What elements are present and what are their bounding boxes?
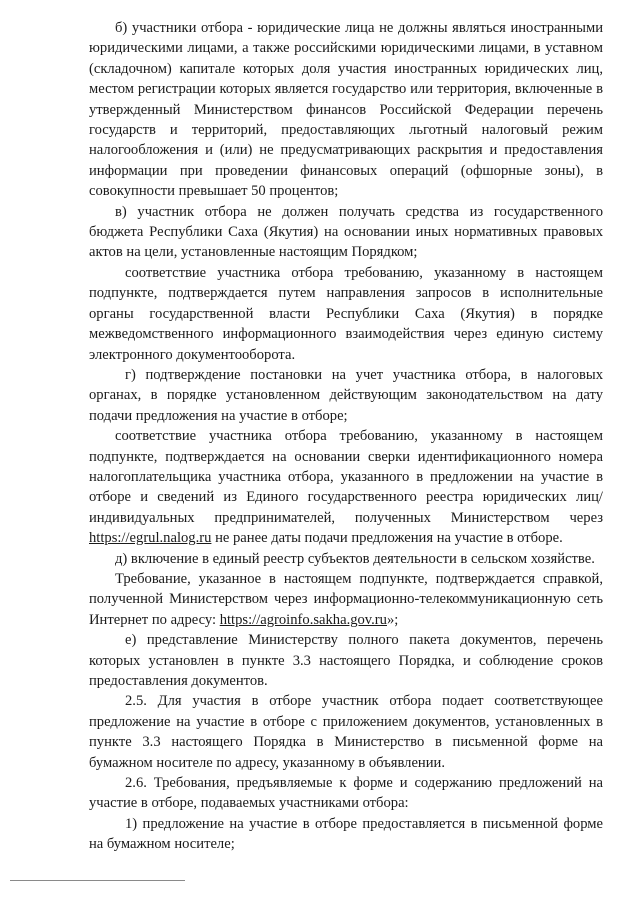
paragraph-item-b: б) участники отбора - юридические лица не должны являться иностранными юридическими лицами, а также российскими юридическими лицами, в уставном (складочном) капитале которых доля участия иностранных юридических лиц, местом регистрации которых является государство или территория, включенные в утвержденный Министерством финансов Российской Федерации перечень государств и территорий, предоставляющих льготный налоговый режим налогообложения и (или) не предусматривающих раскрытия и предоставления информации при проведении финансовых операций (офшорные зоны), в совокупности превышает 50 процентов; [89, 20, 603, 200]
paragraph-item-g-confirmation [89, 426, 603, 548]
paragraph-text: Требование, указанное в настоящем подпункте, подтверждается справкой, полученной Министерством через информационно-телекоммуникационную сеть Интернет по адресу: [89, 570, 603, 628]
paragraph-item-g: г) подтверждение постановки на учет участника отбора, в налоговых органах, в порядке установленном действующим законодательством на дату подачи предложения на участие в отборе; [89, 366, 603, 424]
document-page [89, 18, 603, 855]
agroinfo-link[interactable]: https://agroinfo.sakha.gov.ru [219, 611, 387, 628]
paragraph-section-2-6-item-1: 1) предложение на участие в отборе предоставляется в письменной форме на бумажном носителе; [89, 815, 603, 853]
footer-divider [10, 880, 185, 881]
paragraph-item-v-confirmation: соответствие участника отбора требованию, указанному в настоящем подпункте, подтверждается путем направления запросов в исполнительные органы государственной власти Республики Саха (Якутия) в порядке межведомственного информационного взаимодействия через единую систему электронного документооборота. [89, 264, 603, 363]
paragraph-item-d: д) включение в единый реестр субъектов деятельности в сельском хозяйстве. [115, 550, 595, 567]
paragraph-item-v: в) участник отбора не должен получать средства из государственного бюджета Республики Саха (Якутия) на основании иных нормативных правовых актов на цели, установленные настоящим Порядком; [89, 203, 603, 261]
paragraph-item-e: е) представление Министерству полного пакета документов, перечень которых установлен в пункте 3.3 настоящего Порядка, и соблюдение сроков предоставления документов. [89, 632, 603, 689]
paragraph-item-d-confirmation [89, 569, 603, 630]
egrul-link[interactable]: https://egrul.nalog.ru [89, 530, 212, 547]
paragraph-section-2-6: 2.6. Требования, предъявляемые к форме и содержанию предложений на участие в отборе, подаваемых участниками отбора: [89, 775, 603, 812]
paragraph-text: не ранее даты подачи предложения на участие в отборе. [211, 530, 563, 547]
paragraph-text: соответствие участника отбора требованию, указанному в настоящем подпункте, подтверждается на основании сверки идентификационного номера налогоплательщика участника отбора, указанного в предложении на участие в отборе и сведений из Единого государственного реестра юридических лиц/индивидуальных предпринимателей, полученных Министерством через [89, 428, 603, 526]
paragraph-section-2-5: 2.5. Для участия в отборе участник отбора подает соответствующее предложение на участие в отборе с приложением документов, установленных в пункте 3.3 настоящего Порядка в Министерство в письменной форме на бумажном носителе по адресу, указанному в объявлении. [89, 693, 603, 771]
paragraph-text: »; [386, 611, 399, 628]
